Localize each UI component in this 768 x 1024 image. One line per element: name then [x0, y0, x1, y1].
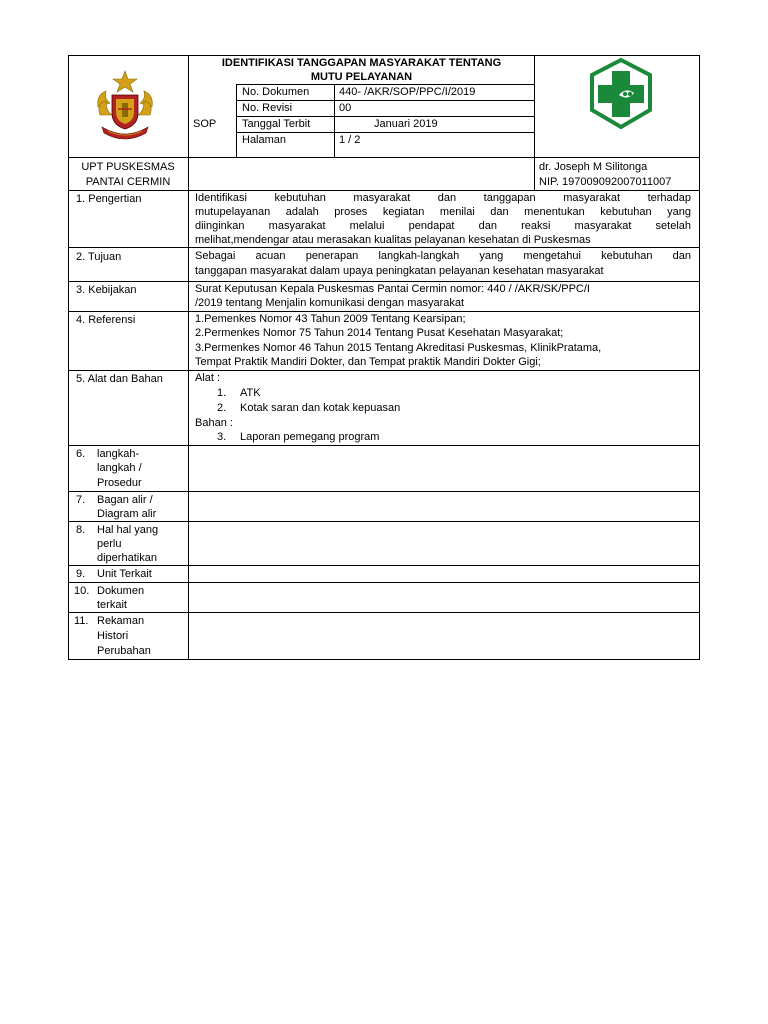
- bahan-item-text: Laporan pemegang program: [240, 431, 380, 443]
- row-text-referensi-line4: Tempat Praktik Mandiri Dokter, dan Tempat praktik Mandiri Dokter Gigi;: [195, 356, 541, 368]
- row-label-kebijakan: 3. Kebijakan: [76, 284, 137, 296]
- row-label-langkah-line2: langkah /: [97, 462, 142, 474]
- row-label-hal-line3: diperhatikan: [97, 552, 157, 564]
- document-title-line1: IDENTIFIKASI TANGGAPAN MASYARAKAT TENTANG: [221, 57, 502, 69]
- alat-item-number: 1.: [217, 387, 227, 399]
- meta-label-page: Halaman: [242, 134, 287, 146]
- row-text-referensi-line1: 1.Pemenkes Nomor 43 Tahun 2009 Tentang Kearsipan;: [195, 313, 466, 325]
- row-label-alat-bahan: 5. Alat dan Bahan: [76, 373, 163, 385]
- row-divider: [68, 445, 700, 446]
- logo-column-divider: [534, 55, 535, 190]
- row-text-pengertian-line3: diinginkan masyarakat melalui pendapat dan reaksi masyarakat setelah: [195, 220, 691, 232]
- row-text-pengertian-line2: mutupelayanan adalah proses kegiatan menilai dan menentukan kebutuhan yang: [195, 206, 691, 218]
- row-label-referensi: 4. Referensi: [76, 314, 136, 326]
- row-text-tujuan-line2: tanggapan masyarakat dalam upaya peningkatan pelayanan kesehatan masyarakat: [195, 265, 604, 277]
- row-text-pengertian-line4: melihat,mendengar atau merasakan kualitas pelayanan kesehatan di Puskesmas: [195, 234, 591, 246]
- row-number-11: 11.: [74, 615, 89, 627]
- row-divider: [68, 370, 700, 371]
- alat-item-text: ATK: [240, 387, 261, 399]
- row-text-referensi-line3: 3.Permenkes Nomor 46 Tahun 2015 Tentang Akreditasi Puskesmas, KlinikPratama,: [195, 342, 602, 354]
- meta-label-issue-date: Tanggal Terbit: [242, 118, 311, 130]
- meta-value-revision: 00: [339, 102, 352, 114]
- signer-name: dr. Joseph M Silitonga: [539, 161, 648, 173]
- border-left: [68, 55, 69, 660]
- document-title-line2: MUTU PELAYANAN: [310, 71, 413, 83]
- row-number-6: 6.: [76, 448, 86, 460]
- row-divider: [68, 582, 700, 583]
- row-label-langkah-line1: langkah-: [97, 448, 140, 460]
- sop-column-divider: [236, 84, 237, 158]
- row-text-kebijakan-line1: Surat Keputusan Kepala Puskesmas Pantai Cermin nomor: 440 / /AKR/SK/PPC/I: [195, 283, 590, 295]
- sop-document: [68, 55, 700, 660]
- row-text-kebijakan-line2: /2019 tentang Menjalin komunikasi dengan masyarakat: [195, 297, 465, 309]
- row-label-langkah-line3: Prosedur: [97, 477, 142, 489]
- row-label-hal-line2: perlu: [97, 538, 122, 550]
- alat-item-number: 2.: [217, 402, 227, 414]
- row-number-10: 10.: [74, 585, 90, 597]
- row-label-rekaman-line3: Perubahan: [97, 645, 151, 657]
- sop-label: SOP: [193, 118, 217, 130]
- row-label-tujuan: 2. Tujuan: [76, 251, 122, 263]
- row-label-bagan-line2: Diagram alir: [97, 508, 157, 520]
- meta-value-doc-no: 440- /AKR/SOP/PPC/I/2019: [339, 86, 476, 98]
- org-name-line1: UPT PUSKESMAS: [81, 161, 175, 173]
- row-number-7: 7.: [76, 494, 86, 506]
- border-bottom: [68, 659, 700, 660]
- bahan-label: Bahan :: [195, 417, 233, 429]
- row-divider: [68, 491, 700, 492]
- meta-value-page: 1 / 2: [339, 134, 361, 146]
- label-column-divider: [188, 55, 189, 660]
- row-number-8: 8.: [76, 524, 86, 536]
- header-bottom: [68, 157, 700, 158]
- row-divider: [68, 521, 700, 522]
- org-name-line2: PANTAI CERMIN: [85, 176, 171, 188]
- row-text-tujuan-line1: Sebagai acuan penerapan langkah-langkah yang mengetahui kebutuhan dan: [195, 250, 691, 262]
- alat-item-text: Kotak saran dan kotak kepuasan: [240, 402, 401, 414]
- row-label-unit-terkait: Unit Terkait: [97, 568, 152, 580]
- row-text-referensi-line2: 2.Permenkes Nomor 75 Tahun 2014 Tentang Pusat Kesehatan Masyarakat;: [195, 327, 564, 339]
- garuda-emblem-icon: [92, 69, 158, 143]
- row-number-9: 9.: [76, 568, 86, 580]
- row-text-pengertian-line1: Identifikasi kebutuhan masyarakat dan tanggapan masyarakat terhadap: [195, 192, 691, 204]
- row-label-rekaman-line2: Histori: [97, 630, 129, 642]
- signer-nip: NIP. 197009092007011007: [539, 176, 672, 188]
- puskesmas-cross-icon: [584, 57, 658, 131]
- meta-label-revision: No. Revisi: [242, 102, 293, 114]
- border-right: [699, 55, 700, 660]
- meta-label-doc-no: No. Dokumen: [242, 86, 310, 98]
- meta-value-issue-date: Januari 2019: [374, 118, 438, 130]
- row-label-dokumen-line2: terkait: [97, 599, 127, 611]
- row-label-rekaman-line1: Rekaman: [97, 615, 145, 627]
- row-label-bagan-line1: Bagan alir /: [97, 494, 153, 506]
- row-label-dokumen-line1: Dokumen: [97, 585, 145, 597]
- row-divider: [68, 612, 700, 613]
- alat-label: Alat :: [195, 372, 221, 384]
- row-label-hal-line1: Hal hal yang: [97, 524, 159, 536]
- bahan-item-number: 3.: [217, 431, 227, 443]
- meta-value-divider: [334, 84, 335, 158]
- row-label-pengertian: 1. Pengertian: [76, 193, 142, 205]
- row-divider: [68, 565, 700, 566]
